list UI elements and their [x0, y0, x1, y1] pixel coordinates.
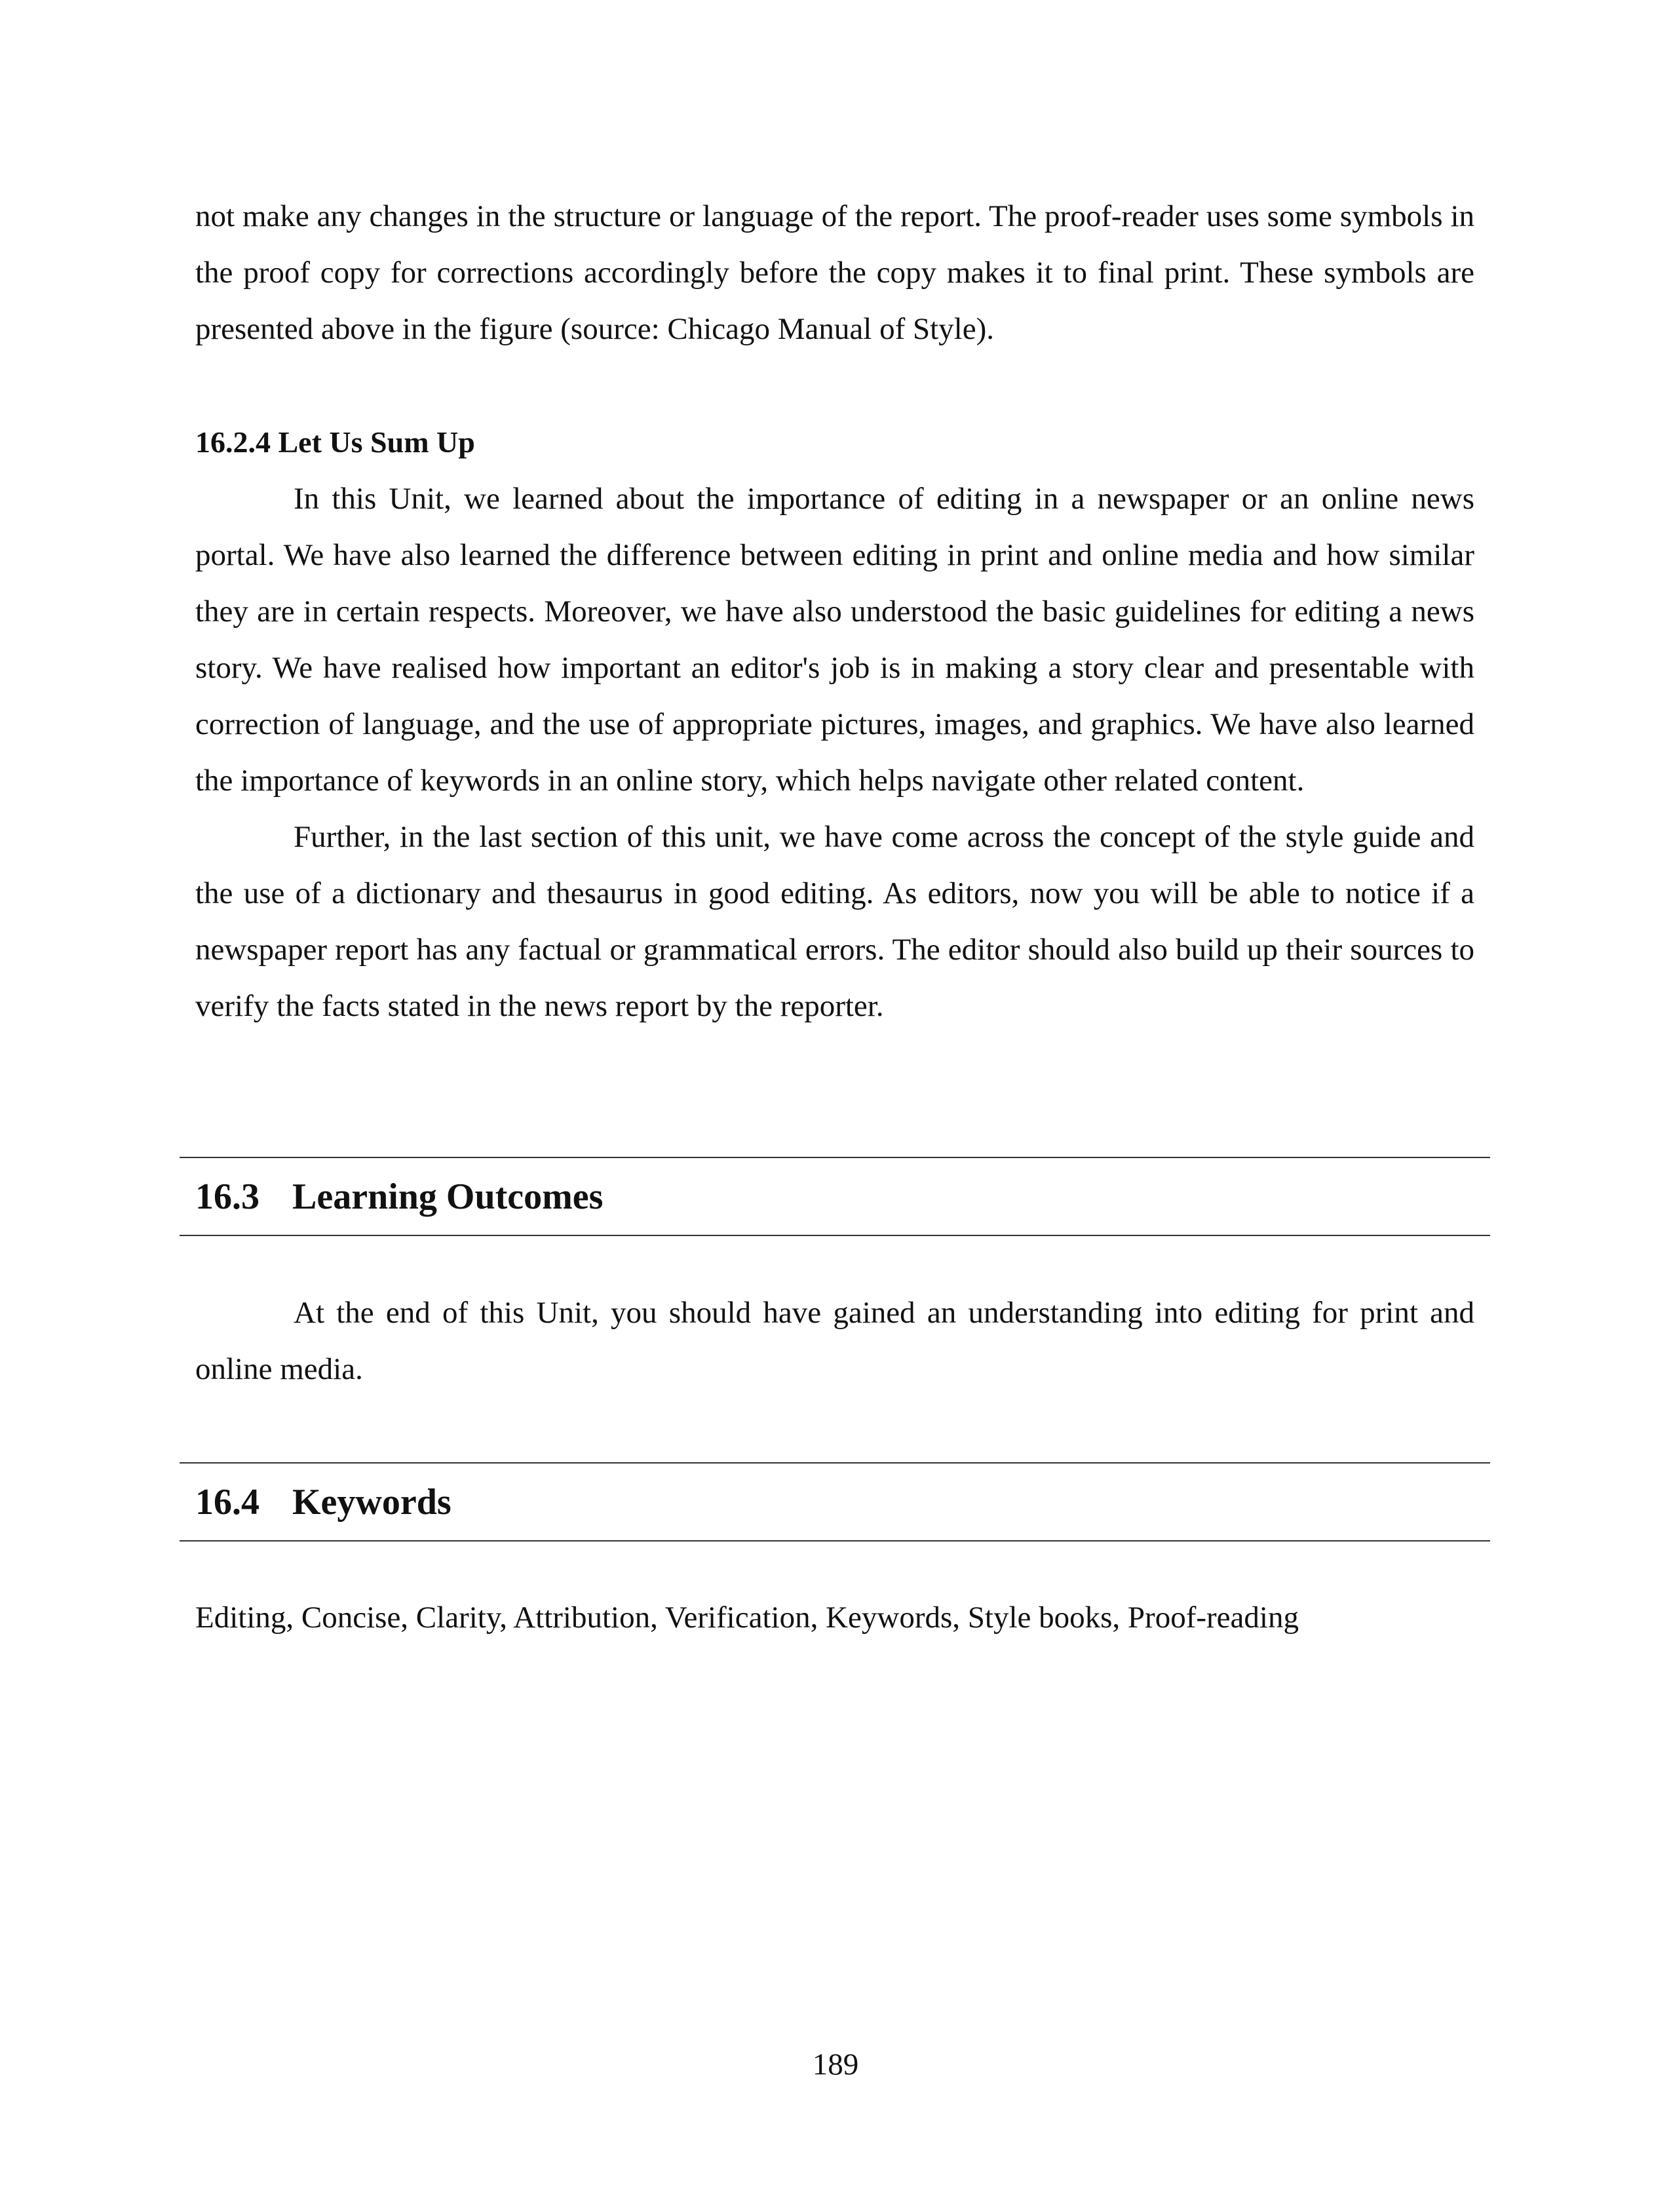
continuation-block — [195, 188, 1474, 357]
section-rule-bottom — [180, 1235, 1490, 1236]
section-heading-keywords — [195, 1476, 451, 1528]
section-number: 16.4 — [195, 1482, 259, 1523]
section-number: 16.3 — [195, 1176, 259, 1217]
section-heading-learning-outcomes — [195, 1171, 603, 1223]
keywords-list: Editing, Concise, Clarity, Attribution, Verification, Keywords, Style books, Proof-reading — [195, 1601, 1299, 1635]
section-rule-bottom — [180, 1540, 1490, 1542]
section-title: Learning Outcomes — [292, 1176, 604, 1217]
keywords-block — [195, 1589, 1474, 1646]
sum-up-paragraph-1: In this Unit, we learned about the importance of editing in a newspaper or an online news portal. We have also learned the difference between editing in print and online media and how similar they are in certain respects. Moreover, we have also understood the basic guidelines for editing a news story. We have realised how important an editor's job is in making a story clear and presentable with correction of language, and the use of appropriate pictures, images, and graphics. We have also learned the importance of keywords in an online story, which helps navigate other related content. — [195, 482, 1474, 798]
continuation-paragraph: not make any changes in the structure or language of the report. The proof-reader uses some symbols in the proof copy for corrections accordingly before the copy makes it to final print. These symbols are presented above in the figure (source: Chicago Manual of Style). — [195, 199, 1474, 346]
section-rule-top — [180, 1157, 1490, 1158]
subsection-sum-up — [195, 414, 1474, 1034]
sum-up-paragraph-2: Further, in the last section of this unit, we have come across the concept of the style guide and the use of a dictionary and thesaurus in good editing. As editors, now you will be able to notice if a newspaper report has any factual or grammatical errors. The editor should also build up their sources to verify the facts stated in the news report by the reporter. — [195, 820, 1474, 1023]
section-rule-top — [180, 1462, 1490, 1464]
learning-outcomes-block — [195, 1285, 1474, 1397]
subsection-heading: 16.2.4 Let Us Sum Up — [195, 425, 475, 459]
section-title: Keywords — [292, 1482, 451, 1523]
learning-outcomes-paragraph: At the end of this Unit, you should have gained an understanding into editing for print and online media. — [195, 1296, 1474, 1386]
page-number: 189 — [812, 2047, 859, 2082]
